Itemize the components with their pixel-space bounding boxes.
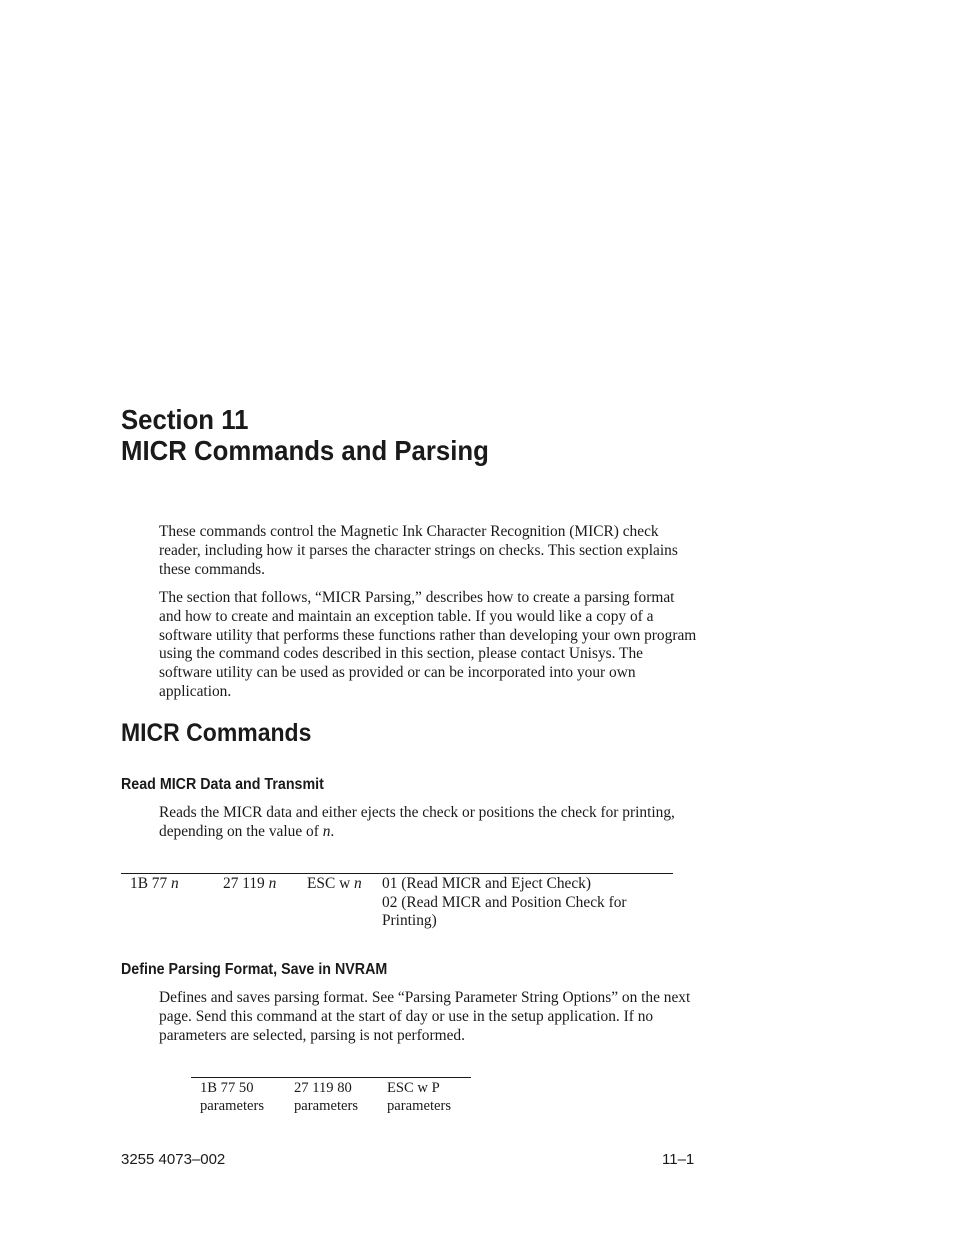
- read-micr-table-rule: [121, 873, 673, 874]
- define-parsing-description: Defines and saves parsing format. See “Parsing Parameter String Options” on the next page. Send this command at the start of day or use in the setup application. If no parameters are selected, parsing is not performed.: [159, 989, 691, 1044]
- read-micr-hex: 1B 77: [130, 875, 172, 892]
- read-micr-option-2-cont: Printing): [382, 912, 437, 929]
- page-number: 11–1: [662, 1151, 695, 1168]
- define-parsing-ascii-code: ESC w P: [387, 1080, 440, 1096]
- micr-commands-heading: MICR Commands: [121, 719, 312, 747]
- define-parsing-heading: Define Parsing Format, Save in NVRAM: [121, 961, 388, 978]
- section-title: [121, 404, 489, 466]
- define-parsing-table-rule: [191, 1077, 471, 1078]
- read-micr-description-var: n: [322, 822, 331, 840]
- intro-paragraph-2: The section that follows, “MICR Parsing,” describes how to create a parsing format and how to create and maintain an exception table. If you would like a copy of a software utility that performs these functions rather than developing your own program using the command codes described in this section, please contact Unisys. The software utility can be used as provided or can be incorporated into your own application.: [159, 589, 697, 700]
- section-number: Section 11: [121, 404, 249, 435]
- define-parsing-decimal-code: 27 119 80: [294, 1080, 352, 1096]
- intro-paragraph-1: These commands control the Magnetic Ink Character Recognition (MICR) check reader, including how it parses the character strings on checks. This section explains these commands.: [159, 523, 678, 578]
- read-micr-decimal-code: [223, 875, 276, 894]
- read-micr-ascii-code: [307, 875, 362, 894]
- read-micr-ascii-var: n: [354, 875, 362, 892]
- read-micr-hex-code: [130, 875, 179, 894]
- read-micr-description-text: Reads the MICR data and either ejects the check or positions the check for printing, depending on the value of: [159, 804, 675, 840]
- document-number: 3255 4073–002: [121, 1151, 226, 1168]
- define-parsing-decimal-params: parameters: [294, 1098, 359, 1114]
- read-micr-dec-var: n: [268, 875, 277, 892]
- read-micr-option-2: 02 (Read MICR and Position Check for: [382, 894, 627, 911]
- read-micr-hex-var: n: [171, 875, 179, 892]
- read-micr-description: [159, 804, 679, 842]
- read-micr-dec: 27 119: [223, 875, 269, 892]
- read-micr-ascii: ESC w: [307, 875, 355, 892]
- section-name: MICR Commands and Parsing: [121, 435, 489, 466]
- define-parsing-ascii-params: parameters: [387, 1098, 452, 1114]
- read-micr-description-end: .: [330, 822, 335, 840]
- read-micr-heading: Read MICR Data and Transmit: [121, 776, 324, 793]
- read-micr-option-1: 01 (Read MICR and Eject Check): [382, 875, 591, 892]
- define-parsing-hex-code: 1B 77 50: [200, 1080, 254, 1096]
- define-parsing-hex-params: parameters: [200, 1098, 265, 1114]
